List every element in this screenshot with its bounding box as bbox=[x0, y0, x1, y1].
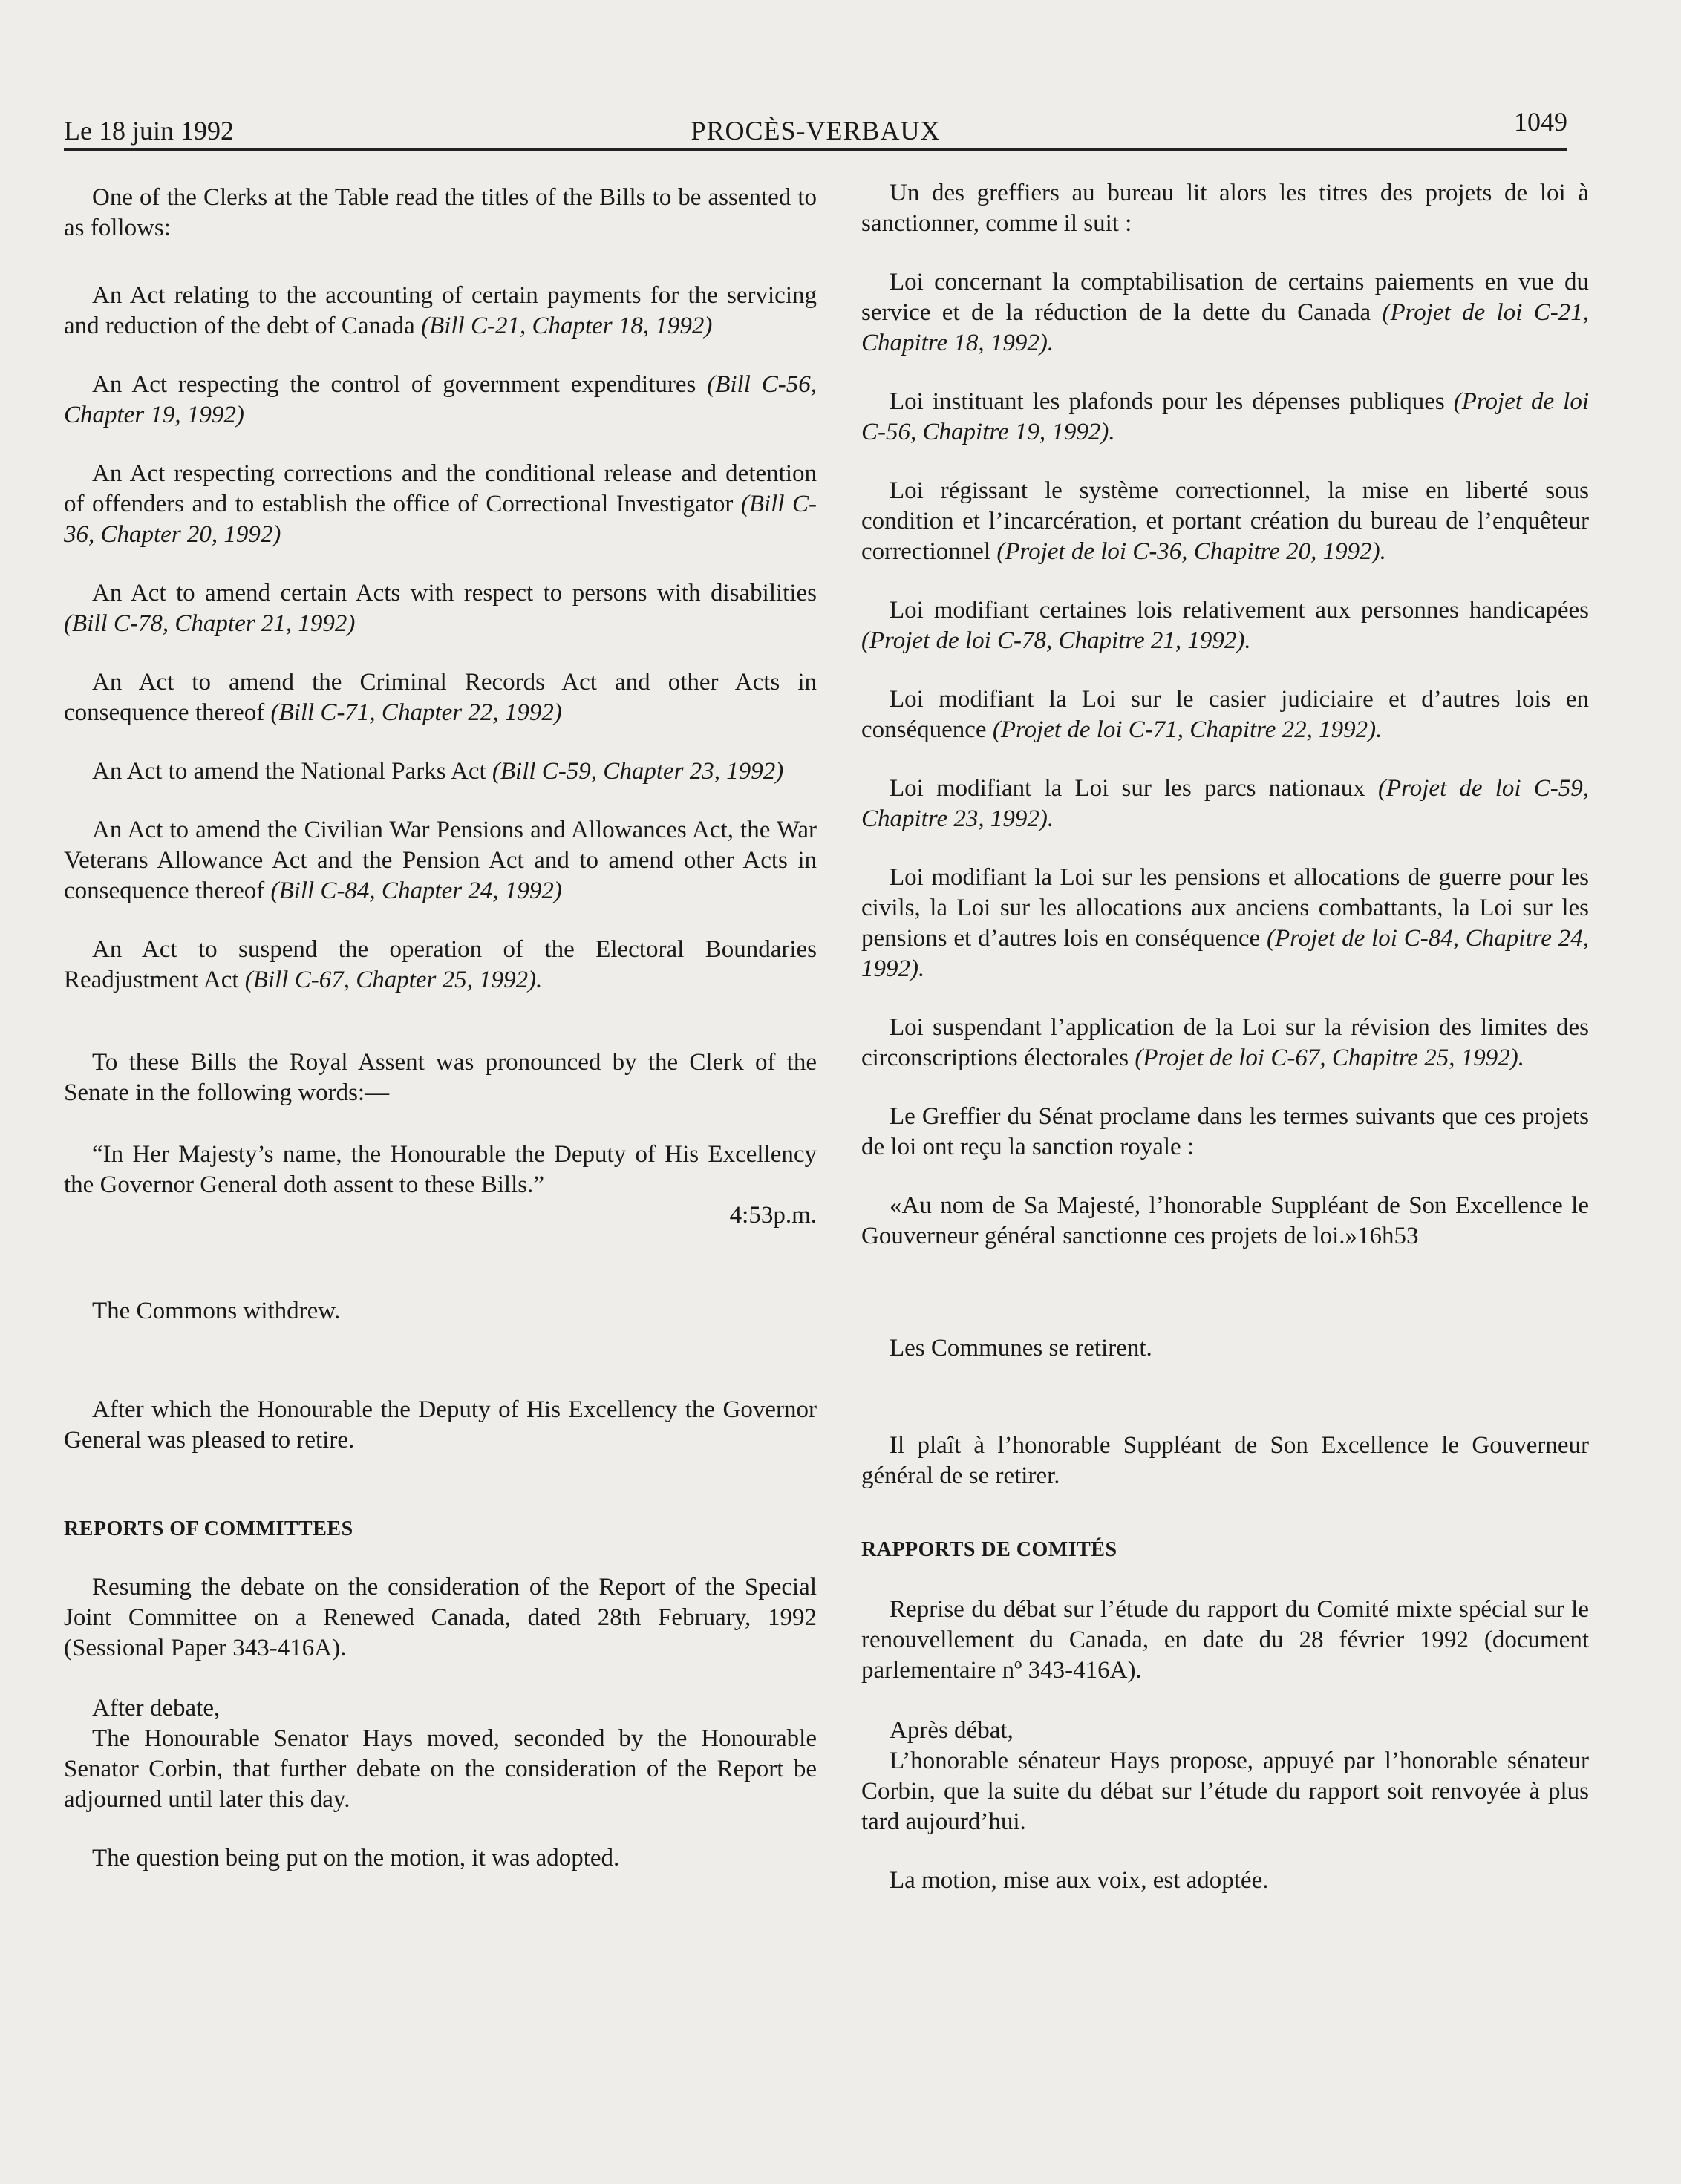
bill-reference: (Projet de loi C-78, Chapitre 21, 1992). bbox=[861, 627, 1251, 654]
bill-reference: (Bill C-21, Chapter 18, 1992) bbox=[421, 313, 713, 339]
bill-c21-paragraph bbox=[861, 267, 1589, 359]
resuming-debate-paragraph: Resuming the debate on the consideration of the Report of the Special Joint Committee on a Renewed Canada, dated 28th February, 1992 (Sessional Paper 343-416A). bbox=[64, 1574, 817, 1661]
bill-reference: (Bill C-36, Chapter 20, 1992) bbox=[64, 491, 817, 548]
clerks-read-paragraph: One of the Clerks at the Table read the titles of the Bills to be assented to as follows: bbox=[64, 184, 817, 241]
motion-moved-paragraph: The Honourable Senator Hays moved, seconded by the Honourable Senator Corbin, that further debate on the consideration of the Report be adjourned until later this day. bbox=[64, 1725, 817, 1813]
bill-c36-paragraph bbox=[64, 459, 817, 550]
french-column bbox=[861, 178, 1589, 1896]
bill-reference: (Bill C-67, Chapter 25, 1992). bbox=[244, 967, 543, 993]
bill-title: An Act to amend the Civilian War Pensions and Allowances Act, the War Veterans Allowance Act and the Pension Act and to amend other Acts in consequence thereof bbox=[64, 817, 817, 904]
motion-adopted: The question being put on the motion, it was adopted. bbox=[92, 1845, 620, 1871]
bill-title: An Act to amend certain Acts with respect to persons with disabilities bbox=[92, 580, 817, 607]
bill-title: Loi modifiant la Loi sur les pensions et allocations de guerre pour les civils, la Loi sur les allocations aux anciens combattants, la Loi sur les pensions et d’autres lois en conséquence bbox=[861, 864, 1589, 952]
bill-title: An Act to amend the National Parks Act bbox=[92, 758, 486, 785]
clerks-read-paragraph: Un des greffiers au bureau lit alors les titres des projets de loi à sanctionner, comme il suit : bbox=[861, 180, 1589, 237]
royal-assent-quote: «Au nom de Sa Majesté, l’honorable Suppléant de Son Excellence le Gouverneur général sanctionne ces projets de loi.»16h53 bbox=[861, 1192, 1589, 1249]
bill-c71-paragraph bbox=[64, 667, 817, 728]
bill-c78-paragraph bbox=[861, 595, 1589, 656]
bill-title: Loi modifiant la Loi sur les parcs nationaux bbox=[890, 775, 1365, 802]
bill-title: Loi modifiant certaines lois relativement aux personnes handicapées bbox=[890, 597, 1589, 624]
bill-title: Loi modifiant la Loi sur le casier judiciaire et d’autres lois en conséquence bbox=[861, 686, 1589, 743]
bill-c67-paragraph bbox=[861, 1013, 1589, 1073]
after-debate: After debate, bbox=[92, 1695, 221, 1722]
bill-reference: (Bill C-84, Chapter 24, 1992) bbox=[270, 877, 562, 904]
royal-assent-quote bbox=[64, 1140, 817, 1231]
bill-title: Loi instituant les plafonds pour les dépenses publiques bbox=[890, 388, 1445, 415]
bill-c56-paragraph bbox=[861, 387, 1589, 448]
assent-time: 4:53p.m. bbox=[729, 1202, 817, 1229]
bill-reference: (Projet de loi C-71, Chapitre 22, 1992). bbox=[992, 716, 1383, 743]
bill-reference: (Projet de loi C-36, Chapitre 20, 1992). bbox=[996, 538, 1386, 565]
reports-heading: RAPPORTS DE COMITÉS bbox=[861, 1538, 1117, 1561]
bill-reference: (Bill C-56, Chapter 19, 1992) bbox=[64, 371, 817, 428]
bill-reference: (Projet de loi C-84, Chapitre 24, 1992). bbox=[861, 925, 1589, 982]
bill-title: Loi concernant la comptabilisation de certains paiements en vue du service et de la réduction de la dette du Canada bbox=[861, 269, 1589, 326]
bill-c36-paragraph bbox=[861, 476, 1589, 567]
bill-c59-paragraph bbox=[861, 774, 1589, 834]
bill-reference: (Projet de loi C-67, Chapitre 25, 1992). bbox=[1135, 1044, 1524, 1071]
reports-heading: REPORTS OF COMMITTEES bbox=[64, 1517, 353, 1540]
motion-adopted: La motion, mise aux voix, est adoptée. bbox=[890, 1867, 1269, 1894]
bill-c59-paragraph bbox=[64, 756, 817, 787]
bill-title: An Act respecting the control of government expenditures bbox=[92, 371, 696, 398]
bill-reference: (Bill C-78, Chapter 21, 1992) bbox=[64, 610, 356, 637]
royal-assent-intro: Le Greffier du Sénat proclame dans les termes suivants que ces projets de loi ont reçu la sanction royale : bbox=[861, 1103, 1589, 1160]
header-date: Le 18 juin 1992 bbox=[64, 116, 234, 146]
royal-assent-intro: To these Bills the Royal Assent was pronounced by the Clerk of the Senate in the following words:— bbox=[64, 1049, 817, 1106]
bill-reference: (Bill C-59, Chapter 23, 1992) bbox=[492, 758, 784, 785]
bill-reference: (Projet de loi C-59, Chapitre 23, 1992). bbox=[861, 775, 1590, 832]
bill-reference: (Projet de loi C-21, Chapitre 18, 1992). bbox=[861, 299, 1590, 356]
bill-reference: (Projet de loi C-56, Chapitre 19, 1992). bbox=[861, 388, 1590, 445]
bill-c67-paragraph bbox=[64, 935, 817, 995]
after-debate: Après débat, bbox=[890, 1717, 1014, 1744]
bill-c71-paragraph bbox=[861, 684, 1589, 745]
bill-c56-paragraph bbox=[64, 370, 817, 431]
commons-withdrew: The Commons withdrew. bbox=[92, 1298, 341, 1324]
bill-title: An Act respecting corrections and the conditional release and detention of offenders and to establish the office of Correctional Investigator bbox=[64, 460, 817, 517]
header-title: PROCÈS-VERBAUX bbox=[691, 116, 941, 146]
commons-withdrew: Les Communes se retirent. bbox=[890, 1335, 1152, 1361]
english-column bbox=[64, 178, 817, 1874]
bill-reference: (Bill C-71, Chapter 22, 1992) bbox=[270, 699, 562, 726]
bill-c84-paragraph bbox=[861, 863, 1589, 984]
bill-title: Loi régissant le système correctionnel, la mise en liberté sous condition et l’incarcération, et portant création du bureau de l’enquêteur correctionnel bbox=[861, 477, 1589, 565]
bill-c78-paragraph bbox=[64, 578, 817, 639]
bill-title: Loi suspendant l’application de la Loi sur la révision des limites des circonscriptions électorales bbox=[861, 1014, 1589, 1071]
resuming-debate-paragraph: Reprise du débat sur l’étude du rapport du Comité mixte spécial sur le renouvellement du Canada, en date du 28 février 1992 (document parlementaire nº 343-416A). bbox=[861, 1596, 1589, 1684]
page-header bbox=[64, 104, 1567, 151]
bill-c21-paragraph bbox=[64, 281, 817, 341]
bill-title: An Act to suspend the operation of the Electoral Boundaries Readjustment Act bbox=[64, 936, 817, 993]
deputy-retire-paragraph: After which the Honourable the Deputy of His Excellency the Governor General was pleased to retire. bbox=[64, 1396, 817, 1454]
bill-title: An Act to amend the Criminal Records Act and other Acts in consequence thereof bbox=[64, 669, 817, 726]
bill-c84-paragraph bbox=[64, 815, 817, 906]
deputy-retire-paragraph: Il plaît à l’honorable Suppléant de Son Excellence le Gouverneur général de se retirer. bbox=[861, 1432, 1589, 1489]
page-number: 1049 bbox=[1514, 107, 1567, 137]
assent-words: “In Her Majesty’s name, the Honourable the Deputy of His Excellency the Governor General doth assent to these Bills.” bbox=[64, 1141, 817, 1198]
motion-moved-paragraph: L’honorable sénateur Hays propose, appuyé par l’honorable sénateur Corbin, que la suite du débat sur l’étude du rapport soit renvoyée à plus tard aujourd’hui. bbox=[861, 1747, 1589, 1835]
bill-title: An Act relating to the accounting of certain payments for the servicing and reduction of the debt of Canada bbox=[64, 282, 817, 339]
